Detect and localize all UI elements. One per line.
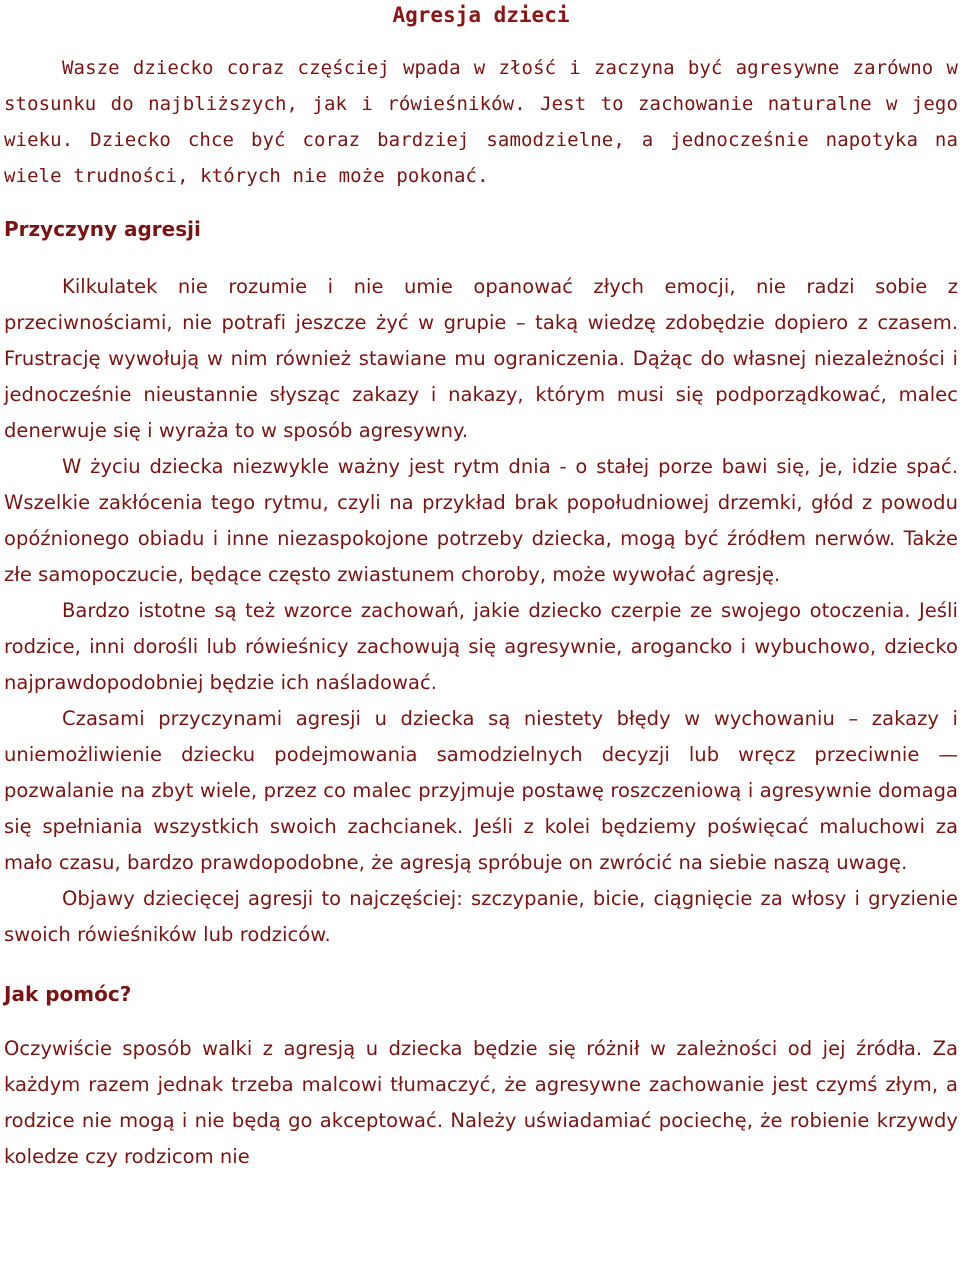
causes-paragraph-2: W życiu dziecka niezwykle ważny jest rytm dnia - o stałej porze bawi się, je, idzie spać. Wszelkie zakłócenia tego rytmu, czyli na przykład brak popołudniowej drzemki, głód z powodu opóźnionego obiadu i inne niezaspokojone potrzeby dziecka, mogą być źródłem nerwów. Także złe samopoczucie, będące często zwiastunem choroby, może wywołać agresję.: [4, 455, 958, 586]
causes-paragraph-5: Objawy dziecięcej agresji to najczęściej: szczypanie, bicie, ciągnięcie za włosy i gryzienie swoich rówieśników lub rodziców.: [4, 887, 958, 946]
causes-paragraph-3: Bardzo istotne są też wzorce zachowań, jakie dziecko czerpie ze swojego otoczenia. Jeśli rodzice, inni dorośli lub rówieśnicy zachowują się agresywnie, arogancko i wybuchowo, dziecko najprawdopodobniej będzie ich naśladować.: [4, 599, 958, 694]
section-heading-causes: Przyczyny agresji: [4, 217, 201, 241]
intro-paragraph: Wasze dziecko coraz częściej wpada w złość i zaczyna być agresywne zarówno w stosunku do najbliższych, jak i rówieśników. Jest to zachowanie naturalne w jego wieku. Dziecko chce być coraz bardziej samodzielne, a jednocześnie napotyka na wiele trudności, których nie może pokonać.: [4, 57, 958, 187]
document-page: [4, 0, 958, 1175]
document-title: Agresja dzieci: [392, 3, 570, 27]
section-heading-help: Jak pomóc?: [4, 982, 132, 1006]
causes-paragraph-4: Czasami przyczynami agresji u dziecka są niestety błędy w wychowaniu – zakazy i uniemożliwienie dziecku podejmowania samodzielnych decyzji lub wręcz przeciwnie — pozwalanie na zbyt wiele, przez co malec przyjmuje postawę roszczeniową i agresywnie domaga się spełniania wszystkich swoich zachcianek. Jeśli z kolei będziemy poświęcać maluchowi za mało czasu, bardzo prawdopodobne, że agresją spróbuje on zwrócić na siebie naszą uwagę.: [4, 707, 958, 874]
causes-paragraph-1: Kilkulatek nie rozumie i nie umie opanować złych emocji, nie radzi sobie z przeciwnościami, nie potrafi jeszcze żyć w grupie – taką wiedzę zdobędzie dopiero z czasem. Frustrację wywołują w nim również stawiane mu ograniczenia. Dążąc do własnej niezależności i jednocześnie nieustannie słysząc zakazy i nakazy, którym musi się podporządkować, malec denerwuje się i wyraża to w sposób agresywny.: [4, 275, 958, 442]
help-paragraph-1: Oczywiście sposób walki z agresją u dziecka będzie się różnił w zależności od jej źródła. Za każdym razem jednak trzeba malcowi tłumaczyć, że agresywne zachowanie jest czymś złym, a rodzice nie mogą i nie będą go akceptować. Należy uświadamiać pociechę, że robienie krzywdy koledze czy rodzicom nie: [4, 1037, 958, 1168]
